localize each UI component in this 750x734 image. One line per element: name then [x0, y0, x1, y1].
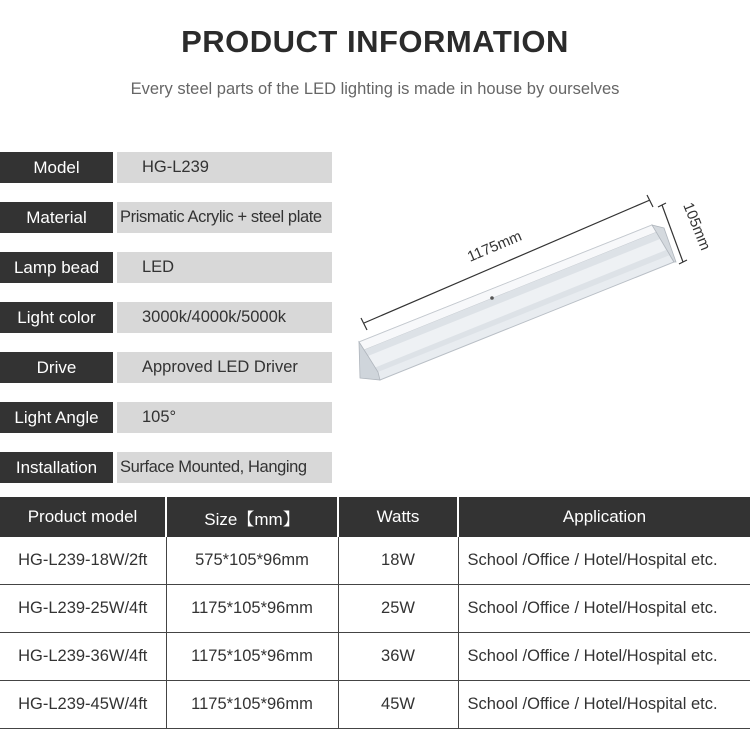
spec-value: HG-L239	[117, 152, 332, 183]
table-row	[0, 681, 750, 729]
spec-value: Surface Mounted, Hanging	[117, 452, 332, 483]
spec-label: Material	[0, 202, 113, 233]
table-cell: 1175*105*96mm	[166, 585, 338, 633]
column-header: Product model	[0, 497, 166, 537]
spec-value: 105°	[117, 402, 332, 433]
table-cell: 575*105*96mm	[166, 537, 338, 585]
spec-label: Light Angle	[0, 402, 113, 433]
page-title: PRODUCT INFORMATION	[181, 24, 569, 59]
table-cell: School /Office / Hotel/Hospital etc.	[458, 537, 750, 585]
column-header: Size【mm】	[166, 497, 338, 537]
table-row	[0, 633, 750, 681]
spec-label: Light color	[0, 302, 113, 333]
spec-label: Model	[0, 152, 113, 183]
table-cell: 1175*105*96mm	[166, 681, 338, 729]
table-cell: HG-L239-45W/4ft	[0, 681, 166, 729]
table-cell: 45W	[338, 681, 458, 729]
column-header: Application	[458, 497, 750, 537]
product-figure	[352, 190, 750, 400]
table-cell: HG-L239-25W/4ft	[0, 585, 166, 633]
table-row	[0, 585, 750, 633]
spec-value: LED	[117, 252, 332, 283]
spec-label: Drive	[0, 352, 113, 383]
table-cell: School /Office / Hotel/Hospital etc.	[458, 585, 750, 633]
luminaire-body	[359, 225, 676, 380]
table-row	[0, 537, 750, 585]
table-cell: 1175*105*96mm	[166, 633, 338, 681]
spec-label: Lamp bead	[0, 252, 113, 283]
spec-value: 3000k/4000k/5000k	[117, 302, 332, 333]
table-cell: HG-L239-18W/2ft	[0, 537, 166, 585]
width-label: 105mm	[679, 200, 714, 253]
table-cell: HG-L239-36W/4ft	[0, 633, 166, 681]
spec-value: Approved LED Driver	[117, 352, 332, 383]
table-header-row	[0, 497, 750, 537]
table-cell: 18W	[338, 537, 458, 585]
table-cell: 25W	[338, 585, 458, 633]
models-table	[0, 497, 750, 729]
table-cell: School /Office / Hotel/Hospital etc.	[458, 681, 750, 729]
spec-label: Installation	[0, 452, 113, 483]
spec-value: Prismatic Acrylic + steel plate	[117, 202, 332, 233]
length-label: 1175mm	[464, 227, 525, 266]
table-cell: 36W	[338, 633, 458, 681]
table-cell: School /Office / Hotel/Hospital etc.	[458, 633, 750, 681]
column-header: Watts	[338, 497, 458, 537]
page-subtitle: Every steel parts of the LED lighting is made in house by ourselves	[130, 80, 620, 98]
